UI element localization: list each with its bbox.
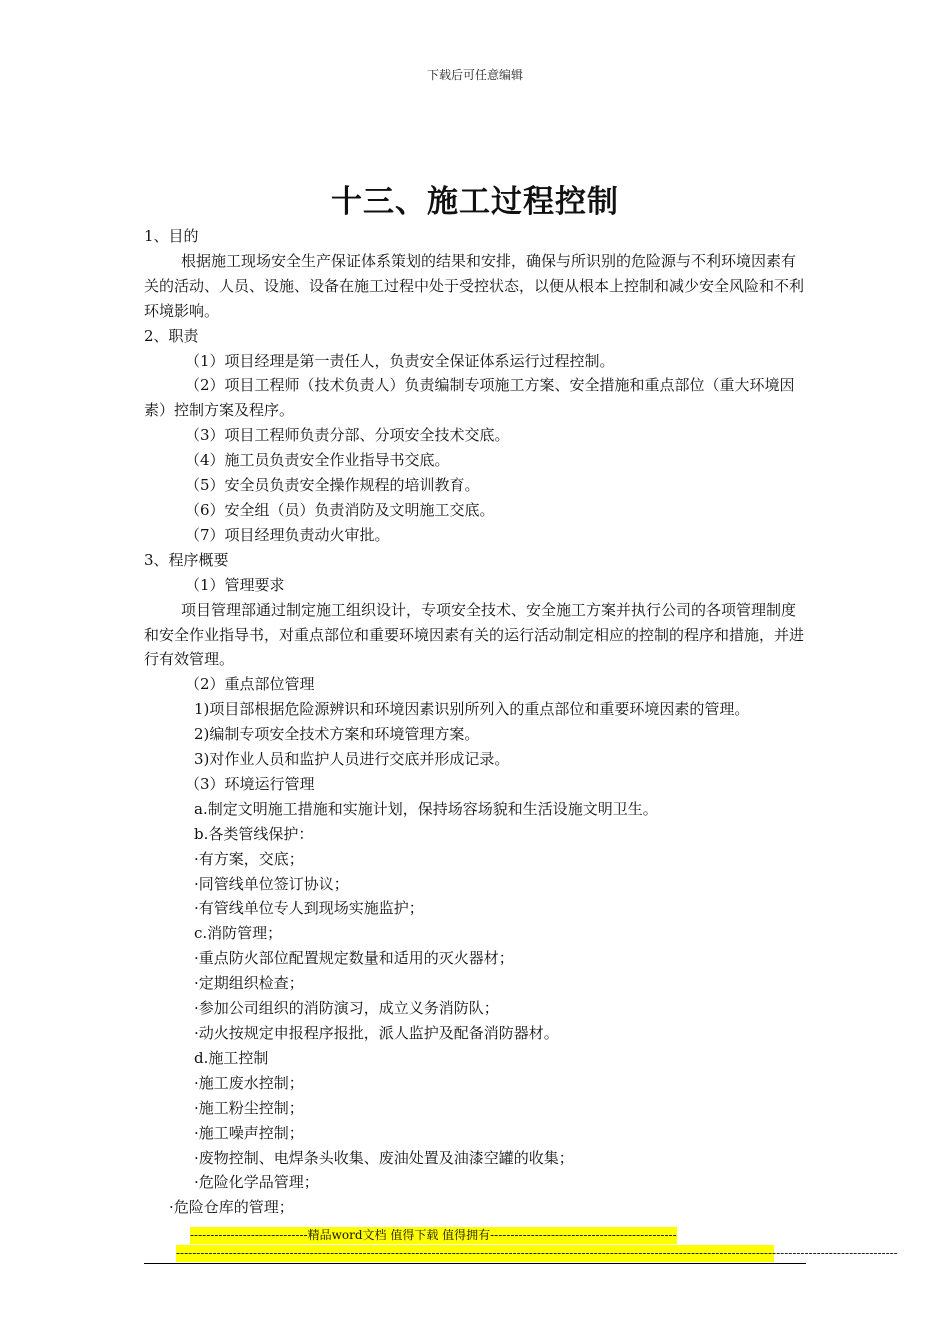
list-item: （5）安全员负责安全操作规程的培训教育。 [185, 476, 480, 495]
list-item: （7）项目经理负责动火审批。 [185, 525, 390, 544]
list-item: ·同管线单位签订协议； [194, 874, 349, 893]
list-item: d.施工控制 [194, 1048, 269, 1067]
list-item: ·施工废水控制； [194, 1073, 304, 1092]
list-item: （6）安全组（员）负责消防及文明施工交底。 [185, 500, 495, 519]
list-item: （3）项目工程师负责分部、分项安全技术交底。 [185, 426, 510, 445]
paragraph: 项目管理部通过制定施工组织设计，专项安全技术、安全施工方案并执行公司的各项管理制度和安全作业指导书，对重点部位和重要环境因素有关的运行活动制定相应的控制的程序和措施，并进行有效管理。 [144, 600, 805, 669]
section-heading: 3、程序概要 [144, 550, 229, 569]
list-item: ·有方案，交底； [194, 849, 304, 868]
list-item: ·动火按规定申报程序报批，派人监护及配备消防器材。 [194, 1024, 559, 1042]
page-title: 十三、施工过程控制 [331, 184, 619, 220]
list-item: 2)编制专项安全技术方案和环境管理方案。 [194, 725, 480, 744]
list-item: 3)对作业人员和监护人员进行交底并形成记录。 [194, 750, 510, 769]
footer-dashes: ---------------------------------------------------------------------------------------------------------------------------------------------------------------------------------- [176, 1246, 898, 1260]
list-item: ·定期组织检查； [194, 974, 304, 993]
list-item: c.消防管理； [194, 924, 283, 943]
list-item: ·参加公司组织的消防演习，成立义务消防队； [194, 999, 499, 1018]
footer-divider [144, 1263, 806, 1264]
list-item: ·施工粉尘控制； [194, 1098, 304, 1117]
section-heading: 2、职责 [144, 326, 199, 345]
list-item: （1）项目经理是第一责任人，负责安全保证体系运行过程控制。 [185, 351, 615, 370]
footer-banner: -----------------------------精品word文档 值得下载 值得拥有---------------------------------------------- [190, 1228, 677, 1242]
list-item: ·废物控制、电焊条头收集、废油处置及油漆空罐的收集； [194, 1148, 574, 1167]
page-header: 下载后可任意编辑 [426, 68, 523, 82]
paragraph: 根据施工现场安全生产保证体系策划的结果和安排，确保与所识别的危险源与不利环境因素有关的活动、人员、设施、设备在施工过程中处于受控状态，以便从根本上控制和减少安全风险和不利环境影响。 [144, 251, 805, 320]
subsection-heading: （1）管理要求 [185, 575, 285, 594]
list-item: 1)项目部根据危险源辨识和环境因素识别所列入的重点部位和重要环境因素的管理。 [194, 700, 750, 719]
list-item: ·施工噪声控制； [194, 1123, 304, 1142]
list-item: a.制定文明施工措施和实施计划，保持场容场貌和生活设施文明卫生。 [194, 799, 658, 818]
subsection-heading: （3）环境运行管理 [185, 774, 315, 793]
document-body [144, 224, 808, 1220]
list-item: b.各类管线保护： [194, 824, 314, 843]
list-item: （4）施工员负责安全作业指导书交底。 [185, 451, 450, 470]
list-item: ·危险仓库的管理； [169, 1198, 294, 1217]
list-item: ·有管线单位专人到现场实施监护； [194, 899, 424, 918]
list-item: ·危险化学品管理； [194, 1173, 319, 1192]
subsection-heading: （2）重点部位管理 [185, 675, 315, 694]
section-heading: 1、目的 [144, 227, 199, 245]
list-item: （2）项目工程师（技术负责人）负责编制专项施工方案、安全措施和重点部位（重大环境因素）控制方案及程序。 [144, 376, 795, 420]
list-item: ·重点防火部位配置规定数量和适用的灭火器材； [194, 949, 514, 968]
